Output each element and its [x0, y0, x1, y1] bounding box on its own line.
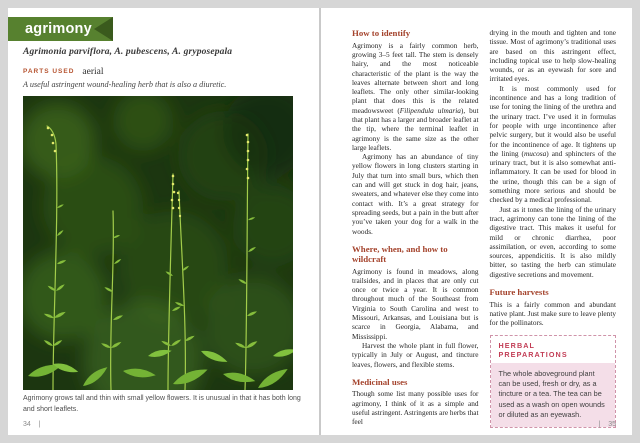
right-page-columns — [352, 28, 616, 428]
medicinal-paragraph-1-start: Though some list many possible uses for agrimony, I think of it as a simple and useful astringent. Astringents are herbs that feel — [352, 389, 479, 427]
footer-bar-left: | — [38, 421, 41, 428]
wildcraft-paragraph-2: Harvest the whole plant in full flower, typically in July or August, and tincture leaves, flowers, and flexible stems. — [352, 340, 479, 369]
herbal-preparations-body: The whole aboveground plant can be used, fresh or dry, as a tincture or a tea. The tea can be used as a wash on open wounds or diluted as an eyewash. — [491, 363, 616, 428]
parts-used-label: PARTS USED — [23, 68, 75, 75]
book-spread — [8, 8, 632, 435]
section-heading-future-harvests: Future harvests — [489, 287, 549, 298]
future-harvests-paragraph: This is a fairly common and abundant native plant. Just make sure to leave plenty for the pollinators. — [489, 299, 616, 328]
page-number-left-value: 34 — [23, 421, 31, 428]
right-page — [321, 8, 632, 435]
section-heading-wildcraft: Where, when, and how to wildcraft — [352, 243, 448, 264]
footer-bar-right: | — [598, 421, 601, 428]
page-number-left — [23, 421, 41, 428]
medicinal-paragraph-3: Just as it tones the lining of the urinary tract, agrimony can tone the lining of the digestive tract. This makes it useful for mild or chronic diarrhea, poor assimilation, or even, according to some sources, appendicitis. It is also mildly bitter, so tasting the herb can stimulate digestive secretions and movement. — [489, 204, 616, 279]
left-page — [8, 8, 319, 435]
page-number-right-value: 35 — [608, 421, 616, 428]
parts-used-value: aerial — [82, 67, 104, 77]
agrimony-photo — [23, 96, 293, 390]
parts-used-row — [23, 61, 313, 79]
herb-tagline: A useful astringent wound-healing herb that is also a diuretic. — [23, 80, 227, 89]
page-number-right — [598, 421, 616, 428]
chapter-ribbon — [8, 17, 113, 41]
wildcraft-paragraph-1: Agrimony is found in meadows, along trailsides, and in places that are only cut once or twice a year. It is common throughout much of the Southeast from Virginia to South Carolina and west to Missouri, Arkansas, and Louisiana but is scarce in Georgia, Alabama, and Mississippi. — [352, 266, 479, 341]
latin-term-inline: mucosa — [523, 148, 547, 158]
page-fold-divider — [319, 8, 321, 435]
column-2 — [490, 28, 617, 428]
herb-title: agrimony — [25, 21, 92, 37]
section-heading-identify: How to identify — [352, 28, 411, 38]
identify-paragraph-2: Agrimony has an abundance of tiny yellow flowers in long clusters starting in July that turn into small burs, which then can and will get stuck in dog hair, jeans, sweaters, and whatever else they come into contact with. It’s a great strategy for spreading seeds, but a pain in the butt after you’ve taken your dog for a walk in the woods. — [352, 152, 479, 236]
medicinal-paragraph-1-continued: drying in the mouth and tighten and tone tissue. Most of agrimony’s traditional uses are based on this astringent effect, including topical use to help slow-healing wounds, or as an eyewash for sore and irritated eyes. — [489, 28, 616, 84]
section-heading-medicinal: Medicinal uses — [352, 376, 408, 387]
identify-paragraph-1: Agrimony is a fairly common herb, growing 3–5 feet tall. The stem is densely hairy, and the most noticeable characteristic of the plant is the way the leaves alternate between short and long leaflets. The only other similar-looking plant that does this is the related meadowsweet (Filipendula ulmaria), but that plant has a larger and broader leaflet at the tip, where the terminal leaflet in agrimony is the same size as the other large leaflets. — [352, 40, 479, 152]
medicinal-paragraph-2: It is most commonly used for incontinence and has a long tradition of use for toning the lining of the urethra and the urinary tract. I’ve used it in formulas for people with urge incontinence after pelvic surgery, but it would also be useful for the incontinence of age. It tightens up the lining (mucosa) and sphincters of the urinary tract, but it is also somewhat anti-inflammatory. It can be used for blood in the urine, though this can be a sign of something more serious and should be checked by a medical professional. — [489, 83, 616, 205]
photo-caption: Agrimony grows tall and thin with small yellow flowers. It is unusual in that it has both long and short leaflets. — [23, 395, 301, 413]
column-1 — [352, 28, 479, 428]
species-names: Agrimonia parviflora, A. pubescens, A. gryposepala — [23, 47, 233, 57]
herbal-preparations-box — [490, 335, 617, 429]
herbal-preparations-heading: HERBAL PREPARATIONS — [498, 340, 568, 359]
latin-name-inline: Filipendula ulmaria — [399, 105, 461, 115]
